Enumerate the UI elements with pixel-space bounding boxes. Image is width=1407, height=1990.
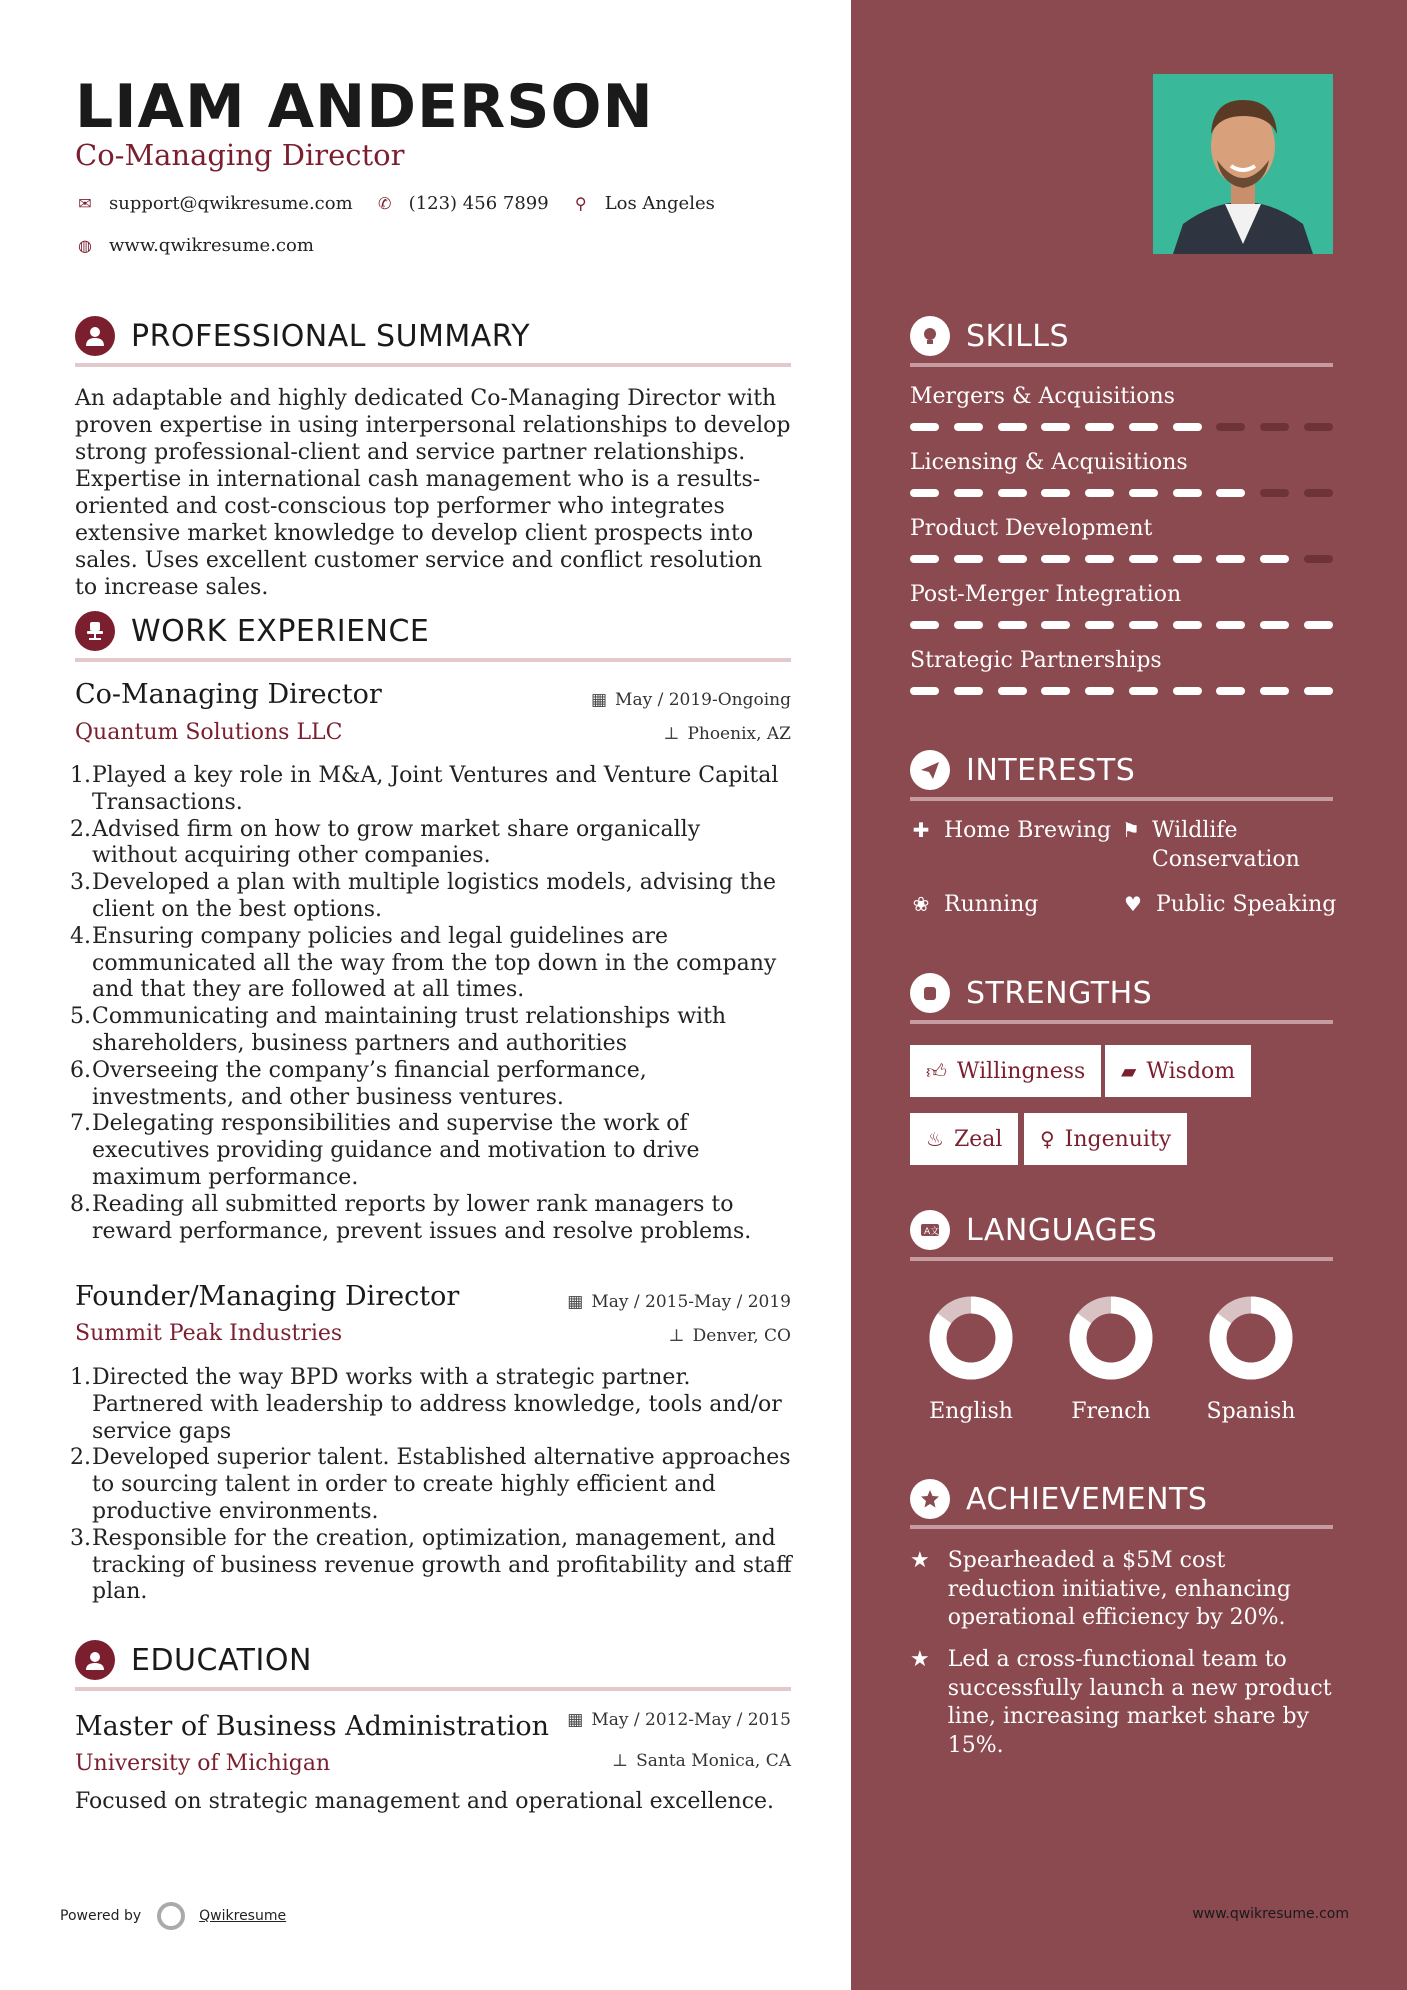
- education-heading: EDUCATION: [75, 1640, 312, 1680]
- skill-dot-filled: [910, 489, 939, 497]
- website-row: [75, 235, 314, 256]
- skill-dot-filled: [1085, 423, 1114, 431]
- job-dates: ▦ May / 2015-May / 2019: [567, 1292, 791, 1312]
- job-bullets: [70, 1365, 792, 1606]
- skill-dot-empty: [1304, 489, 1333, 497]
- paper-plane-icon: [910, 750, 950, 790]
- skill-dot-filled: [1129, 687, 1158, 695]
- skill-dot-filled: [954, 621, 983, 629]
- skill-dot-empty: [1260, 489, 1289, 497]
- achievements-heading: ACHIEVEMENTS: [910, 1479, 1207, 1519]
- heartbeat-icon: ♥: [1124, 892, 1142, 916]
- puzzle-icon: ✚: [912, 818, 930, 842]
- skill-dot-filled: [1129, 555, 1158, 563]
- graduate-icon: [75, 1640, 115, 1680]
- language-ring: [926, 1293, 1016, 1383]
- skill-dot-filled: [1304, 687, 1333, 695]
- skill-dot-filled: [954, 687, 983, 695]
- job-title: Founder/Managing Director: [75, 1281, 460, 1312]
- degree-title: Master of Business Administration: [75, 1711, 550, 1742]
- language-ring: [1206, 1293, 1296, 1383]
- interest-item: ✚ Home Brewing: [910, 816, 1111, 845]
- education-dates: ▦ May / 2012-May / 2015: [567, 1710, 791, 1730]
- skill-dot-filled: [910, 555, 939, 563]
- lightbulb-icon: [910, 316, 950, 356]
- skill-level-bar: [910, 555, 1333, 563]
- job-company: Quantum Solutions LLC: [75, 720, 343, 745]
- job-location: ⊥ Denver, CO: [668, 1326, 791, 1346]
- thumbs-up-icon: 👍︎: [926, 1058, 947, 1083]
- paw-icon: ❀: [912, 892, 930, 916]
- globe-icon: ◍: [78, 236, 92, 255]
- skill-dot-filled: [1173, 621, 1202, 629]
- skill-dot-filled: [1173, 687, 1202, 695]
- fist-icon: [910, 973, 950, 1013]
- achievements-divider: [910, 1525, 1333, 1529]
- language-item: [1066, 1293, 1156, 1424]
- skill-dot-filled: [910, 621, 939, 629]
- language-icon: [910, 1210, 950, 1250]
- candidate-title: Co-Managing Director: [75, 138, 405, 172]
- pushpin-icon: ⊥: [612, 1751, 629, 1771]
- education-note: Focused on strategic management and operational excellence.: [75, 1789, 775, 1814]
- skill-dot-filled: [1129, 423, 1158, 431]
- skill-dot-filled: [1173, 489, 1202, 497]
- bullet-item: Responsible for the creation, optimization, management, and tracking of business revenue growth and profitability and staff plan.: [92, 1525, 792, 1605]
- bullet-item: Delegating responsibilities and supervise the work of executives providing guidance and motivation to drive maximum performance.: [92, 1111, 700, 1190]
- pushpin-icon: ⊥: [668, 1326, 685, 1346]
- skill-dot-filled: [1085, 687, 1114, 695]
- interest-item: ♥ Public Speaking: [1122, 890, 1336, 919]
- skill-dot-filled: [1129, 621, 1158, 629]
- user-icon: [75, 316, 115, 356]
- phone-text: (123) 456 7899: [408, 193, 549, 214]
- skill-dot-filled: [1260, 621, 1289, 629]
- skill-dot-filled: [1129, 489, 1158, 497]
- skill-dot-empty: [1304, 423, 1333, 431]
- skill-dot-filled: [1041, 489, 1070, 497]
- skill-level-bar: [910, 489, 1333, 497]
- summary-divider: [75, 363, 791, 367]
- achievement-item: ★ Led a cross-functional team to successfully launch a new product line, increasing market share by 15%.: [910, 1646, 1333, 1760]
- skill-dot-filled: [1216, 555, 1245, 563]
- job-location: ⊥ Phoenix, AZ: [663, 724, 791, 744]
- skill-dot-filled: [998, 687, 1027, 695]
- job-dates: ▦ May / 2019-Ongoing: [590, 690, 791, 710]
- strengths-heading: STRENGTHS: [910, 973, 1152, 1013]
- skill-level-bar: [910, 687, 1333, 695]
- skill-name: Post-Merger Integration: [910, 582, 1182, 607]
- language-name: Spanish: [1206, 1399, 1296, 1424]
- languages-heading: A文 LANGUAGES: [910, 1210, 1157, 1250]
- skill-dot-filled: [1085, 489, 1114, 497]
- email-link[interactable]: support@qwikresume.com: [109, 193, 353, 214]
- skill-level-bar: [910, 423, 1333, 431]
- book-icon: ▰: [1121, 1059, 1137, 1083]
- interest-item: ❀ Running: [910, 890, 1038, 919]
- skill-dot-filled: [998, 621, 1027, 629]
- skill-dot-filled: [1216, 621, 1245, 629]
- fire-icon: ♨: [926, 1127, 944, 1151]
- strength-tag: ♀ Ingenuity: [1024, 1113, 1187, 1165]
- language-name: French: [1071, 1399, 1151, 1424]
- bullet-item: Directed the way BPD works with a strategic partner. Partnered with leadership to address knowledge, tools and/or service gaps: [92, 1365, 782, 1444]
- bullet-item: Ensuring company policies and legal guidelines are communicated all the way from the top down in the company and that they are followed at all times.: [92, 923, 777, 1003]
- skill-dot-filled: [1085, 621, 1114, 629]
- skill-dot-filled: [1260, 555, 1289, 563]
- skill-dot-filled: [954, 489, 983, 497]
- experience-heading: WORK EXPERIENCE: [75, 611, 429, 651]
- calendar-icon: ▦: [567, 1292, 584, 1312]
- skill-dot-filled: [954, 423, 983, 431]
- skill-dot-filled: [1173, 423, 1202, 431]
- language-item: [1206, 1293, 1296, 1424]
- skill-dot-filled: [998, 489, 1027, 497]
- envelope-icon: ✉: [78, 194, 92, 213]
- bullet-item: Developed a plan with multiple logistics models, advising the client on the best options.: [92, 870, 776, 922]
- map-marker-icon: ⚲: [574, 194, 587, 213]
- strength-tag: ♨ Zeal: [910, 1113, 1018, 1165]
- language-ring: [1066, 1293, 1156, 1383]
- footer-site-link[interactable]: www.qwikresume.com: [1192, 1906, 1349, 1922]
- interests-heading: INTERESTS: [910, 750, 1135, 790]
- skill-name: Product Development: [910, 516, 1153, 541]
- bullet-item: Reading all submitted reports by lower rank managers to reward performance, prevent issues and resolve problems.: [92, 1191, 752, 1244]
- education-location: ⊥ Santa Monica, CA: [612, 1751, 791, 1771]
- office-chair-icon: [75, 611, 115, 651]
- skill-dot-filled: [1041, 423, 1070, 431]
- skill-dot-filled: [910, 687, 939, 695]
- calendar-icon: ▦: [567, 1710, 584, 1730]
- footer-branding: Powered by Qwikresume: [60, 1902, 286, 1930]
- skill-row: [910, 648, 1333, 695]
- strength-tag: 👍︎ Willingness: [910, 1045, 1101, 1097]
- skill-dot-filled: [1173, 555, 1202, 563]
- skill-dot-filled: [1304, 621, 1333, 629]
- skill-dot-filled: [1041, 621, 1070, 629]
- skill-name: Mergers & Acquisitions: [910, 384, 1175, 409]
- strengths-divider: [910, 1020, 1333, 1024]
- website-link[interactable]: www.qwikresume.com: [109, 235, 314, 256]
- skill-dot-filled: [954, 555, 983, 563]
- profile-photo: [1153, 74, 1333, 254]
- interest-item: ⚑ Wildlife Conservation: [1122, 818, 1300, 872]
- summary-text: An adaptable and highly dedicated Co-Managing Director with proven expertise in using interpersonal relationships to develop strong professional-client and service partner relationships. Expertise in international cash management who is a results-oriented and cost-conscious top performer who integrates extensive market knowledge to develop client prospects into sales. Uses excellent customer service and conflict resolution to increase sales.: [75, 386, 791, 600]
- language-item: [926, 1293, 1016, 1424]
- job-bullets: [70, 763, 792, 1245]
- skill-dot-filled: [1041, 555, 1070, 563]
- skill-dot-filled: [1216, 489, 1245, 497]
- skill-dot-filled: [998, 555, 1027, 563]
- skill-dot-filled: [1085, 555, 1114, 563]
- qwikresume-logo-icon: [157, 1902, 185, 1930]
- skill-dot-empty: [1216, 423, 1245, 431]
- svg-text:A文: A文: [924, 1227, 940, 1237]
- strength-tag: ▰ Wisdom: [1105, 1045, 1251, 1097]
- skill-name: Strategic Partnerships: [910, 648, 1162, 673]
- star-badge-icon: [910, 1479, 950, 1519]
- skill-level-bar: [910, 621, 1333, 629]
- star-icon: ★: [910, 1647, 930, 1672]
- education-divider: [75, 1687, 791, 1691]
- location-text: Los Angeles: [604, 193, 715, 214]
- phone-icon: ✆: [377, 194, 392, 213]
- experience-divider: [75, 658, 791, 662]
- skill-name: Licensing & Acquisitions: [910, 450, 1188, 475]
- job-title: Co-Managing Director: [75, 679, 382, 710]
- bullet-item: Developed superior talent. Established alternative approaches to sourcing talent in order to create highly efficient and productive environments.: [92, 1445, 791, 1524]
- star-icon: ★: [910, 1548, 930, 1573]
- bullet-item: Played a key role in M&A, Joint Ventures and Venture Capital Transactions.: [92, 763, 779, 815]
- bullet-item: Communicating and maintaining trust relationships with shareholders, business partners and authorities: [92, 1004, 727, 1056]
- skill-row: [910, 384, 1333, 431]
- skill-row: [910, 450, 1333, 497]
- flag-icon: ⚑: [1122, 818, 1140, 842]
- languages-divider: [910, 1257, 1333, 1261]
- skill-dot-empty: [1304, 555, 1333, 563]
- candidate-name: LIAM ANDERSON: [75, 72, 654, 142]
- qwikresume-link[interactable]: Qwikresume: [199, 1908, 287, 1924]
- skill-dot-filled: [910, 423, 939, 431]
- skill-dot-filled: [998, 423, 1027, 431]
- contact-row: [75, 193, 715, 214]
- achievement-item: ★ Spearheaded a $5M cost reduction initiative, enhancing operational efficiency by 20%.: [910, 1547, 1333, 1633]
- summary-heading: PROFESSIONAL SUMMARY: [75, 316, 530, 356]
- bullet-item: Advised firm on how to grow market share organically without acquiring other companies.: [92, 816, 701, 869]
- skill-dot-filled: [1041, 687, 1070, 695]
- school-name: University of Michigan: [75, 1751, 331, 1776]
- skills-heading: SKILLS: [910, 316, 1069, 356]
- language-name: English: [929, 1399, 1013, 1424]
- calendar-icon: ▦: [590, 690, 608, 710]
- skill-row: [910, 582, 1333, 629]
- bullet-item: Overseeing the company’s financial performance, investments, and other business ventures.: [92, 1057, 647, 1110]
- job-company: Summit Peak Industries: [75, 1321, 343, 1346]
- skill-dot-filled: [1216, 687, 1245, 695]
- skills-divider: [910, 363, 1333, 367]
- interests-divider: [910, 797, 1333, 801]
- lightbulb-icon: ♀: [1040, 1127, 1055, 1151]
- skill-row: [910, 516, 1333, 563]
- skill-dot-empty: [1260, 423, 1289, 431]
- skill-dot-filled: [1260, 687, 1289, 695]
- pushpin-icon: ⊥: [663, 724, 680, 744]
